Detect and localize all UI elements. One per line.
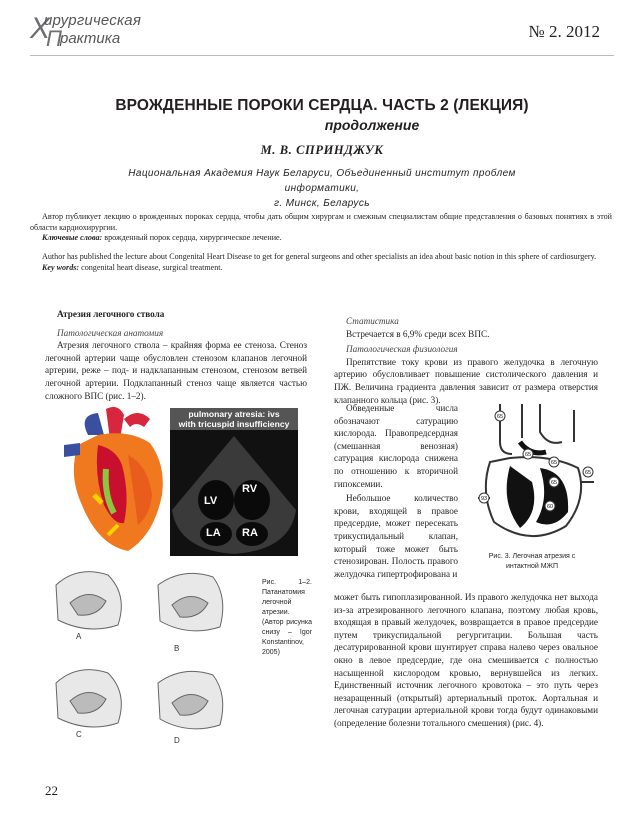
abstract-ru-text: Автор публикует лекцию о врожденных пороках сердца, чтобы дать общим хирургам и смежным специалистам общие представления о базовых понятиях в этой области кардиохирургии. [30, 212, 612, 232]
journal-name-line1: ирургическая [44, 12, 142, 29]
sat-6: 60 [546, 504, 554, 510]
echo-image [170, 430, 298, 556]
drawing-label-d: D [174, 736, 180, 745]
statistics-text: Встречается в 6,9% среди всех ВПС. [346, 328, 490, 339]
paragraph-pathoanatomy: Атрезия легочного ствола – крайняя форма ее стеноза. Стеноз легочной артерии чаще обусловлен стенозом клапанов легочной артерии, реже – под- и надклапанным стенозом, стенозом ветвей легочной артерии. Подклапанный стеноз чаще является частью сложного ВПС (рис. 1–2). [45, 340, 307, 401]
section-heading-atresia: Атрезия легочного ствола [57, 309, 165, 319]
abstract-ru [30, 212, 612, 244]
sat-4: 65 [550, 480, 558, 486]
affiliation [120, 166, 524, 211]
keywords-ru-label: Ключевые слова: [42, 233, 103, 242]
sat-3: 65 [550, 460, 558, 466]
echo-label-ra: RA [242, 527, 258, 539]
sat-2: 65 [524, 452, 532, 458]
paragraph-saturation: Обведенные числа обозначают сатурацию кислорода. Правопредсердная (смешанная венозная) сатурация кислорода снижена по отношению к вторичной гипоксемии. [334, 403, 458, 489]
subheading-physiology: Патологическая физиология [346, 344, 458, 355]
affiliation-line1: Национальная Академия Наук Беларуси, Объединенный институт проблем информатики, [128, 168, 516, 194]
article-title: ВРОЖДЕННЫЕ ПОРОКИ СЕРДЦА. ЧАСТЬ 2 (ЛЕКЦИЯ) [115, 97, 529, 114]
right-column-top [334, 315, 598, 406]
drawing-label-c: C [76, 730, 82, 739]
paragraph-physiology-1: Препятствие току крови из правого желудочка в легочную артерию обусловливает повышение систолического давления и ПЖ. Величина градиента давления зависит от размера отверстия клапанного кольца (рис. 3). [334, 356, 598, 405]
affiliation-line2: г. Минск, Беларусь [274, 198, 370, 209]
journal-name-line2: рактика [60, 30, 121, 47]
subheading-statistics: Статистика [346, 316, 399, 326]
journal-initial-x: Х [30, 12, 51, 45]
header-rule [30, 55, 614, 56]
keywords-ru-text: врожденный порок сердца, хирургическое лечение. [102, 233, 282, 242]
echo-caption-line2: with tricuspid insufficiency [178, 419, 290, 429]
echo-caption-line1: pulmonary atresia: ivs [188, 409, 280, 419]
surgical-drawings [48, 565, 263, 765]
abstract-en-text: Author has published the lecture about Congenital Heart Disease to get for general surgeons and other specialists an idea about basic notion in this sphere of cardiosurgery. [42, 252, 597, 261]
echo-caption [170, 408, 298, 430]
keywords-ru [30, 233, 612, 244]
echo-label-rv: RV [242, 483, 258, 495]
keywords-en-text: congenital heart disease, surgical treatment. [79, 262, 223, 272]
journal-logo [30, 12, 170, 50]
keywords-en [30, 263, 612, 274]
keywords-en-label: Key words: [42, 262, 80, 272]
figure-1-2-caption: Рис. 1–2. Патанатомия легочной атрезии. (Автор рисунка снизу – Igor Konstantinov, 2005) [262, 579, 312, 656]
abstract-en [30, 252, 612, 273]
echo-label-la: LA [206, 527, 221, 539]
article-subtitle: продолжение [324, 117, 420, 133]
issue-number: № 2. 2012 [528, 22, 600, 41]
right-column-bottom [334, 591, 598, 730]
drawing-label-b: B [174, 644, 180, 653]
left-column-text [45, 308, 307, 402]
heart-illustration [58, 405, 170, 555]
paragraph-blood-flow-continued: может быть гипоплазированной. Из правого желудочка нет выхода из-за атрезированного легочного клапана, поэтому любая кровь, входящая в правый желудочек, возвращается в правое предсердие путем трикуспидальной регургитации. Большая часть десатурированной крови шунтирует справа налево через овальное окно в левое предсердие, где она смешивается с полностью насыщенной кислородом кровью, вернувшейся из легких. Единственный источник легочного кровотока – это путь через незаращенный (открытый) артериальный проток. Аортальная и легочная сатурации артериальной крови тогда будут одинаковыми (определение болезни тотального смешения) (рис. 4). [334, 592, 598, 728]
echo-figure [170, 408, 298, 556]
sat-5: 93 [480, 496, 488, 502]
echo-label-lv: LV [204, 495, 218, 507]
journal-initial-p: П [46, 26, 62, 51]
article-author: М. В. СПРИНДЖУК [260, 143, 384, 157]
sat-1: 65 [496, 414, 504, 420]
drawing-label-a: A [76, 632, 82, 641]
figure-3-caption: Рис. 3. Легочная атрезия с интактной МЖП [488, 553, 576, 570]
figure-3-diagram [470, 402, 600, 550]
sat-7: 65 [584, 470, 592, 476]
page-number: 22 [45, 783, 58, 798]
subheading-pathoanatomy: Патологическая анатомия [57, 327, 164, 338]
right-column-narrow [334, 402, 458, 580]
paragraph-blood-flow-start: Небольшое количество крови, входящей в правое предсердие, может пересекать трикуспидальный клапан, который тоже может быть стенозирован. Полость правого желудочка гипертрофирована и [334, 493, 458, 579]
